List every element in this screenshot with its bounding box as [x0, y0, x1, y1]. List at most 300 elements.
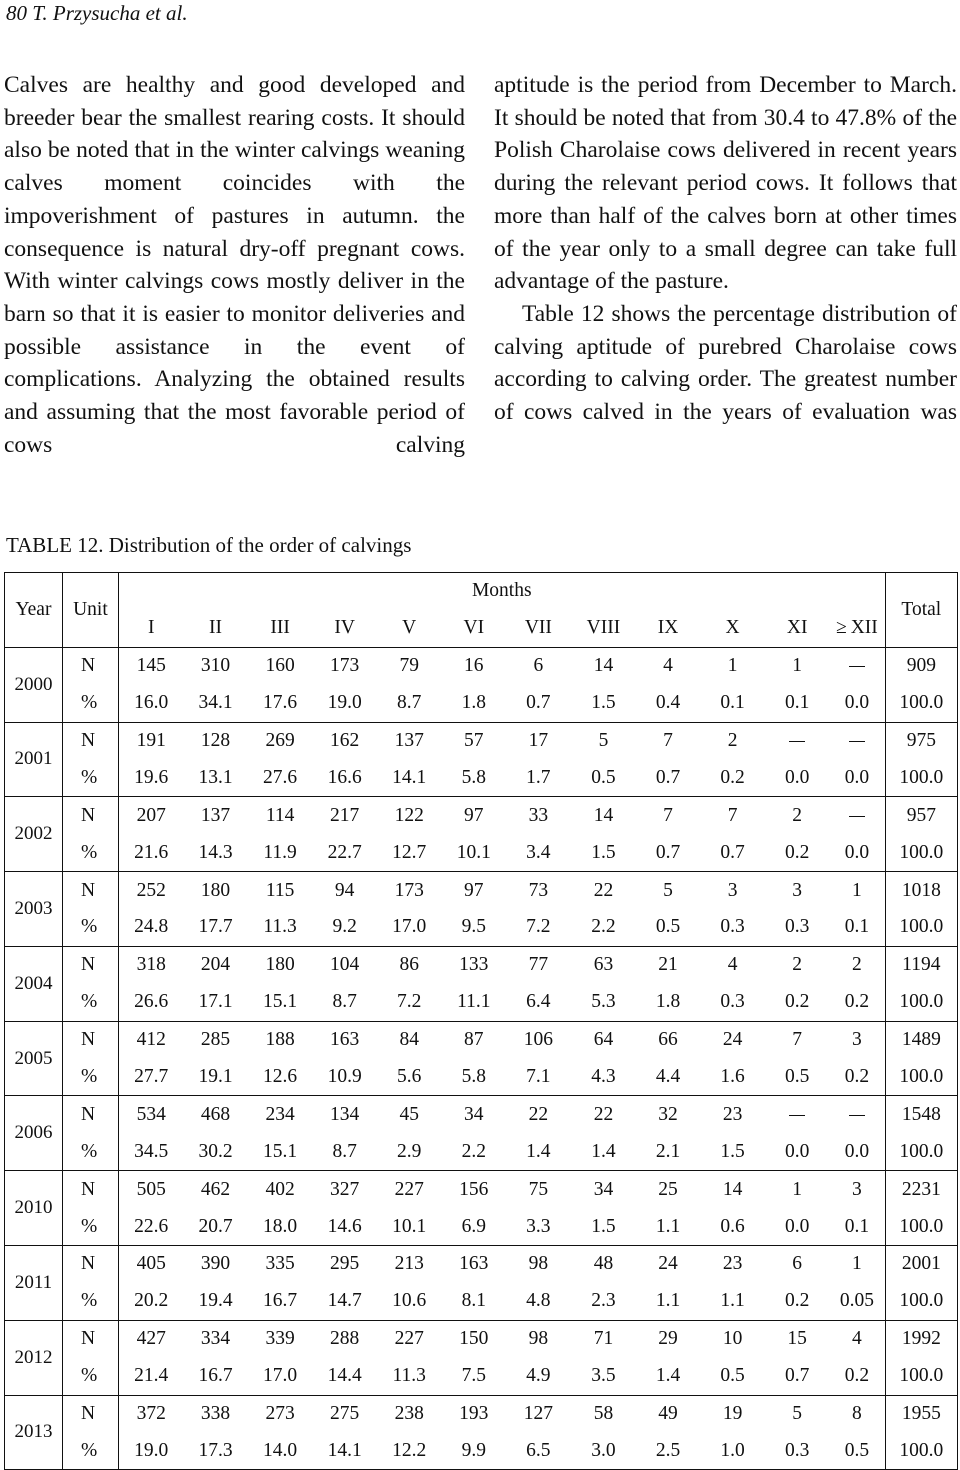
value-cell: 19.0: [313, 685, 377, 722]
value-cell: 534: [136, 1103, 166, 1125]
header-month-3: III: [248, 610, 313, 647]
value-cell: 2.2: [571, 909, 636, 946]
value-cell: 275: [330, 1403, 360, 1425]
value-cell: 0.1: [700, 685, 765, 722]
value-cell: 1: [792, 655, 803, 677]
value-cell: 412: [136, 1029, 166, 1051]
value-cell: 17.1: [183, 984, 247, 1021]
table-row: [5, 1096, 958, 1133]
value-cell: 20.7: [183, 1208, 247, 1245]
value-cell: 137: [394, 730, 424, 751]
value-cell: 7: [727, 804, 738, 826]
value-cell: 163: [459, 1253, 489, 1275]
value-cell: 295: [330, 1253, 360, 1275]
value-cell: 6.4: [506, 984, 571, 1021]
unit-cell: %: [62, 1432, 118, 1469]
table-row: [5, 1208, 958, 1245]
value-cell: 14: [722, 1178, 743, 1200]
header-month-8: VIII: [571, 610, 636, 647]
value-cell: 0.2: [765, 834, 829, 871]
total-cell: 100.0: [885, 759, 957, 796]
year-cell: 2010: [5, 1171, 63, 1246]
value-cell: 5: [598, 730, 609, 751]
value-cell: 16: [464, 655, 484, 677]
value-cell: 1.4: [571, 1133, 636, 1170]
value-cell: 24.8: [118, 909, 183, 946]
value-cell: 1: [792, 1178, 803, 1200]
table-row: [5, 1021, 958, 1058]
unit-cell: %: [62, 685, 118, 722]
value-cell: 14.0: [248, 1432, 313, 1469]
value-cell: 4: [663, 655, 673, 677]
year-cell: 2013: [5, 1395, 63, 1470]
value-cell: 310: [200, 655, 231, 677]
value-cell: 0.5: [829, 1432, 885, 1469]
value-cell: 9.5: [442, 909, 506, 946]
value-cell: 86: [399, 954, 419, 976]
value-cell: 2: [792, 954, 803, 976]
value-cell: 252: [136, 879, 166, 901]
value-cell: 10: [722, 1328, 743, 1350]
value-cell: 127: [523, 1403, 553, 1425]
value-cell: 133: [459, 954, 489, 976]
value-cell: 0.0: [829, 834, 885, 871]
unit-cell: %: [62, 909, 118, 946]
value-cell: 14: [593, 804, 614, 826]
dash-mark: [849, 1115, 865, 1116]
month-label: XII: [850, 617, 878, 639]
table-row: [5, 759, 958, 796]
value-cell: 114: [265, 804, 295, 826]
value-cell: 7.2: [377, 984, 442, 1021]
table-row: [5, 797, 958, 834]
gte-symbol: ≥: [836, 617, 847, 639]
unit-cell: N: [62, 647, 118, 684]
total-cell: 909: [885, 647, 957, 684]
value-cell: 0.3: [700, 909, 765, 946]
value-cell: 8: [852, 1403, 862, 1425]
value-cell: 327: [330, 1178, 360, 1200]
value-cell: 0.2: [829, 984, 885, 1021]
value-cell: 27.6: [248, 759, 313, 796]
value-cell: 0.0: [829, 1133, 885, 1170]
value-cell: 191: [136, 730, 166, 751]
value-cell: 390: [200, 1253, 231, 1275]
value-cell: 27.7: [118, 1059, 183, 1096]
value-cell: 32: [658, 1103, 678, 1125]
value-cell: 22.7: [313, 834, 377, 871]
table-row: [5, 909, 958, 946]
value-cell: 9.2: [313, 909, 377, 946]
value-cell: 5.8: [442, 759, 506, 796]
year-cell: 2000: [5, 647, 63, 722]
value-cell: 1.4: [506, 1133, 571, 1170]
value-cell: 66: [658, 1029, 678, 1051]
value-cell: 3: [792, 879, 803, 901]
value-cell: 14.3: [183, 834, 247, 871]
value-cell: 1: [852, 879, 862, 901]
value-cell: 11.3: [377, 1358, 442, 1395]
header-month-12: [829, 610, 885, 647]
value-cell: 334: [200, 1328, 231, 1350]
header-row-1: [5, 573, 958, 610]
total-cell: 100.0: [885, 984, 957, 1021]
value-cell-dash: [829, 722, 885, 759]
value-cell: 1.1: [700, 1283, 765, 1320]
value-cell: 79: [399, 655, 419, 677]
header-month-4: IV: [313, 610, 377, 647]
value-cell: 12.6: [248, 1059, 313, 1096]
value-cell: 1.1: [636, 1283, 700, 1320]
total-cell: 1992: [885, 1320, 957, 1357]
total-cell: 1489: [885, 1021, 957, 1058]
value-cell: 5.3: [571, 984, 636, 1021]
running-head: 80 T. Przysucha et al.: [6, 1, 188, 25]
value-cell: 34: [593, 1178, 614, 1200]
value-cell: 2.2: [442, 1133, 506, 1170]
value-cell-dash: [765, 1096, 829, 1133]
value-cell: 0.7: [765, 1358, 829, 1395]
value-cell: 0.5: [765, 1059, 829, 1096]
value-cell: 15: [787, 1328, 807, 1350]
value-cell: 156: [459, 1178, 489, 1200]
value-cell: 84: [399, 1029, 419, 1051]
total-cell: 100.0: [885, 1358, 957, 1395]
year-cell: 2011: [5, 1246, 63, 1321]
dash-mark: [789, 741, 805, 742]
value-cell: 405: [136, 1253, 166, 1275]
header-month-9: IX: [636, 610, 700, 647]
value-cell: 64: [593, 1029, 614, 1051]
header-month-11: XI: [765, 610, 829, 647]
value-cell: 6.5: [506, 1432, 571, 1469]
value-cell: 0.0: [829, 685, 885, 722]
unit-cell: %: [62, 834, 118, 871]
value-cell: 273: [265, 1403, 295, 1425]
paragraph-right-1: aptitude is the period from December to March. It should be noted that from 30.4 to 47.8% of the Polish Charolaise cows delivered in recent years during the relevant period cows. It follows that more than half of the calves born at other times of the year only to a small degree can take full advantage of the pasture.: [494, 72, 957, 295]
year-cell: 2001: [5, 722, 63, 797]
value-cell: 34: [464, 1103, 484, 1125]
value-cell: 462: [200, 1178, 231, 1200]
table-row: [5, 1171, 958, 1208]
value-cell: 188: [265, 1029, 295, 1051]
total-cell: 100.0: [885, 1432, 957, 1469]
value-cell: 29: [658, 1328, 678, 1350]
unit-cell: %: [62, 1208, 118, 1245]
dash-mark: [789, 1115, 805, 1116]
value-cell: 0.2: [700, 759, 765, 796]
value-cell: 3.4: [506, 834, 571, 871]
value-cell: 0.2: [765, 1283, 829, 1320]
value-cell: 0.7: [636, 759, 700, 796]
value-cell: 4: [727, 954, 738, 976]
value-cell: 16.6: [313, 759, 377, 796]
value-cell: 15.1: [248, 1133, 313, 1170]
value-cell: 23: [722, 1253, 743, 1275]
value-cell: 45: [399, 1103, 419, 1125]
value-cell: 0.1: [829, 1208, 885, 1245]
body-text-right-column: [494, 69, 957, 429]
table-row: [5, 1246, 958, 1283]
value-cell: 48: [593, 1253, 614, 1275]
value-cell: 0.1: [765, 685, 829, 722]
total-cell: 1194: [885, 946, 957, 983]
value-cell-dash: [765, 722, 829, 759]
value-cell: 269: [265, 730, 295, 751]
value-cell: 217: [330, 804, 360, 826]
value-cell: 0.1: [829, 909, 885, 946]
value-cell: 2.5: [636, 1432, 700, 1469]
value-cell: 11.9: [248, 834, 313, 871]
value-cell: 21.4: [118, 1358, 183, 1395]
table-row: [5, 834, 958, 871]
value-cell: 4.8: [506, 1283, 571, 1320]
table-row: [5, 1395, 958, 1432]
value-cell: 12.2: [377, 1432, 442, 1469]
value-cell: 0.2: [829, 1059, 885, 1096]
total-cell: 2231: [885, 1171, 957, 1208]
value-cell: 318: [136, 954, 166, 976]
dash-mark: [849, 816, 865, 817]
calving-distribution-table: [4, 572, 958, 1470]
table-row: [5, 1432, 958, 1469]
header-month-5: V: [377, 610, 442, 647]
value-cell: 150: [459, 1328, 489, 1350]
table-row: [5, 984, 958, 1021]
table-row: [5, 1059, 958, 1096]
value-cell: 87: [464, 1029, 484, 1051]
value-cell: 71: [593, 1328, 614, 1350]
value-cell: 5.6: [377, 1059, 442, 1096]
value-cell-dash: [829, 1096, 885, 1133]
value-cell: 0.3: [700, 984, 765, 1021]
value-cell: 173: [394, 879, 424, 901]
value-cell: 7.5: [442, 1358, 506, 1395]
value-cell: 5: [663, 879, 673, 901]
value-cell: 180: [200, 879, 231, 901]
value-cell: 10.1: [377, 1208, 442, 1245]
value-cell: 6: [792, 1253, 803, 1275]
value-cell: 1.8: [442, 685, 506, 722]
value-cell: 8.7: [313, 984, 377, 1021]
value-cell: 7.1: [506, 1059, 571, 1096]
value-cell: 6: [533, 655, 544, 677]
value-cell: 3: [852, 1029, 862, 1051]
body-text-left-column: [4, 69, 465, 461]
table-row: [5, 1283, 958, 1320]
value-cell: 207: [136, 804, 166, 826]
total-cell: 1955: [885, 1395, 957, 1432]
value-cell: 21: [658, 954, 678, 976]
value-cell: 14.4: [313, 1358, 377, 1395]
total-cell: 975: [885, 722, 957, 759]
year-cell: 2002: [5, 797, 63, 872]
table-caption: TABLE 12. Distribution of the order of calvings: [6, 533, 412, 557]
value-cell: 20.2: [118, 1283, 183, 1320]
value-cell: 19.6: [118, 759, 183, 796]
value-cell: 213: [394, 1253, 424, 1275]
value-cell: 73: [528, 879, 549, 901]
value-cell: 75: [528, 1178, 549, 1200]
value-cell: 16.0: [118, 685, 183, 722]
value-cell: 3.3: [506, 1208, 571, 1245]
value-cell: 17.0: [377, 909, 442, 946]
value-cell: 15.1: [248, 984, 313, 1021]
value-cell: 468: [200, 1103, 231, 1125]
table-row: [5, 647, 958, 684]
value-cell: 193: [459, 1403, 489, 1425]
total-cell: 100.0: [885, 834, 957, 871]
total-cell: 1018: [885, 872, 957, 909]
value-cell: 30.2: [183, 1133, 247, 1170]
table-row: [5, 946, 958, 983]
value-cell: 1.5: [571, 834, 636, 871]
value-cell: 288: [330, 1328, 360, 1350]
header-month-7: VII: [506, 610, 571, 647]
value-cell: 5: [792, 1403, 803, 1425]
value-cell: 17.0: [248, 1358, 313, 1395]
unit-cell: %: [62, 1358, 118, 1395]
unit-cell: N: [62, 1096, 118, 1133]
value-cell: 162: [330, 730, 360, 751]
value-cell: 4.3: [571, 1059, 636, 1096]
unit-cell: %: [62, 984, 118, 1021]
value-cell: 106: [523, 1029, 553, 1051]
total-cell: 2001: [885, 1246, 957, 1283]
value-cell: 234: [265, 1103, 295, 1125]
value-cell: 77: [528, 954, 549, 976]
paragraph-right-2: Table 12 shows the percentage distribution of calving aptitude of purebred Charolaise cows according to calving order. The greatest number of cows calved in the years of evaluation was: [494, 300, 957, 426]
value-cell: 22: [593, 1103, 614, 1125]
value-cell: 24: [658, 1253, 678, 1275]
value-cell: 17: [528, 730, 549, 751]
value-cell: 7: [792, 1029, 803, 1051]
value-cell: 63: [593, 954, 614, 976]
unit-cell: %: [62, 1133, 118, 1170]
value-cell: 14: [593, 655, 614, 677]
year-cell: 2012: [5, 1320, 63, 1395]
year-cell: 2003: [5, 872, 63, 947]
total-cell: 100.0: [885, 685, 957, 722]
value-cell: 12.7: [377, 834, 442, 871]
value-cell: 14.1: [313, 1432, 377, 1469]
value-cell: 339: [265, 1328, 295, 1350]
value-cell: 0.2: [765, 984, 829, 1021]
unit-cell: N: [62, 1395, 118, 1432]
value-cell: 238: [394, 1403, 424, 1425]
value-cell: 128: [200, 730, 231, 751]
value-cell: 1.7: [506, 759, 571, 796]
value-cell: 10.6: [377, 1283, 442, 1320]
value-cell-dash: [829, 647, 885, 684]
value-cell: 22: [593, 879, 614, 901]
total-cell: 100.0: [885, 1208, 957, 1245]
value-cell: 4.4: [636, 1059, 700, 1096]
value-cell: 17.7: [183, 909, 247, 946]
value-cell: 26.6: [118, 984, 183, 1021]
table-row: [5, 1358, 958, 1395]
value-cell: 0.6: [700, 1208, 765, 1245]
total-cell: 100.0: [885, 1133, 957, 1170]
header-month-10: X: [700, 610, 765, 647]
value-cell: 0.0: [765, 1208, 829, 1245]
header-year: Year: [5, 573, 63, 648]
value-cell: 8.7: [377, 685, 442, 722]
unit-cell: %: [62, 1059, 118, 1096]
value-cell: 227: [394, 1328, 424, 1350]
value-cell: 97: [464, 804, 484, 826]
value-cell: 25: [658, 1178, 678, 1200]
header-months: Months: [118, 573, 885, 610]
header-unit: Unit: [62, 573, 118, 648]
value-cell: 427: [136, 1328, 166, 1350]
value-cell: 2: [792, 804, 803, 826]
value-cell: 22: [528, 1103, 549, 1125]
value-cell: 19.4: [183, 1283, 247, 1320]
year-cell: 2006: [5, 1096, 63, 1171]
value-cell: 180: [265, 954, 295, 976]
table-row: [5, 1320, 958, 1357]
value-cell: 0.3: [765, 909, 829, 946]
value-cell: 3: [852, 1178, 862, 1200]
value-cell: 163: [330, 1029, 360, 1051]
value-cell: 335: [265, 1253, 295, 1275]
header-month-2: II: [183, 610, 247, 647]
value-cell: 0.2: [829, 1358, 885, 1395]
value-cell: 1.0: [700, 1432, 765, 1469]
dash-mark: [849, 741, 865, 742]
value-cell: 7: [663, 804, 673, 826]
value-cell: 2.3: [571, 1283, 636, 1320]
value-cell: 0.0: [765, 759, 829, 796]
unit-cell: N: [62, 946, 118, 983]
value-cell: 227: [394, 1178, 424, 1200]
value-cell: 372: [136, 1403, 166, 1425]
value-cell: 8.1: [442, 1283, 506, 1320]
value-cell: 7: [663, 730, 673, 751]
value-cell: 1.5: [571, 685, 636, 722]
value-cell: 0.05: [829, 1283, 885, 1320]
paragraph-left: Calves are healthy and good developed and breeder bear the smallest rearing costs. It should also be noted that in the winter calvings weaning calves moment coincides with the impoverishment of pastures in autumn. the consequence is natural dry-off pregnant cows. With winter calvings cows mostly deliver in the barn so that it is easier to monitor deliveries and possible assistance in the event of complications. Analyzing the obtained results and assuming that the most favorable period of cows calving: [4, 72, 465, 458]
value-cell: 137: [200, 804, 231, 826]
unit-cell: N: [62, 1171, 118, 1208]
value-cell: 0.7: [636, 834, 700, 871]
unit-cell: N: [62, 1246, 118, 1283]
value-cell: 204: [200, 954, 231, 976]
value-cell: 19: [722, 1403, 743, 1425]
year-cell: 2005: [5, 1021, 63, 1096]
value-cell: 1.6: [700, 1059, 765, 1096]
value-cell: 402: [265, 1178, 295, 1200]
value-cell: 58: [593, 1403, 614, 1425]
value-cell: 2.9: [377, 1133, 442, 1170]
unit-cell: N: [62, 1320, 118, 1357]
value-cell: 0.5: [700, 1358, 765, 1395]
value-cell: 57: [464, 730, 484, 751]
header-total: Total: [885, 573, 957, 648]
value-cell: 10.1: [442, 834, 506, 871]
value-cell: 3: [727, 879, 738, 901]
value-cell: 104: [330, 954, 360, 976]
header-row-months: [5, 610, 958, 647]
table-row: [5, 1133, 958, 1170]
value-cell: 0.0: [829, 759, 885, 796]
value-cell: 49: [658, 1403, 678, 1425]
unit-cell: N: [62, 722, 118, 759]
value-cell: 122: [394, 804, 424, 826]
unit-cell: N: [62, 872, 118, 909]
value-cell: 0.5: [636, 909, 700, 946]
